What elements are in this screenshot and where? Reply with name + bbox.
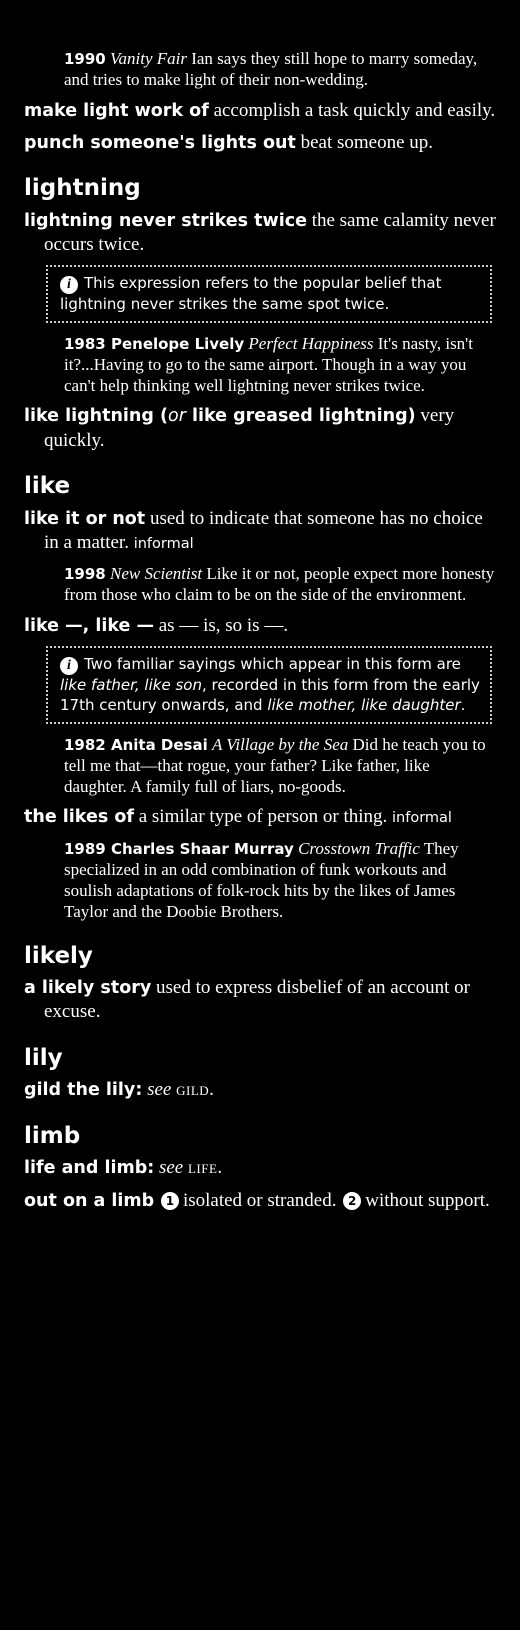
headword-likely: likely [24,942,93,969]
definition: very quickly. [44,405,455,451]
phrase: punch someone's lights out [24,132,296,153]
quote-text: It's nasty, isn't it?...Having to go to the same airport. Though in a way you can't help thinking well lightning never strikes twice. [64,333,473,396]
entry-like-lightning [24,404,496,453]
quotation [64,838,496,923]
register-label: informal [392,810,452,827]
entry-out-on-a-limb [24,1189,496,1213]
definition: as — is, so is —. [158,614,289,636]
definition: the same calamity never occurs twice. [44,209,496,256]
note-text: This expression refers to the popular belief that lightning never strikes the same spot twice. [60,274,442,314]
see-label: see [158,1157,184,1179]
cross-reference[interactable]: life. [187,1157,223,1179]
see-label: see [147,1079,172,1101]
phrase: life and limb [24,1158,148,1179]
definition: beat someone up. [300,131,434,153]
quotation [64,734,496,798]
quote-source: 1990 [64,50,106,68]
note-text: Two familiar sayings which appear in this form are [84,655,461,673]
quote-title: New Scientist [110,564,203,584]
note-example: like mother, like daughter [267,696,461,715]
headword-like: like [24,472,71,499]
headword-limb: limb [24,1122,81,1149]
usage-note [46,646,492,724]
entry-the-likes-of [24,805,496,829]
headword-lightning: lightning [24,175,141,202]
sense-number-2-icon: 2 [343,1192,361,1210]
quote-title: Crosstown Traffic [298,838,420,858]
sense-definition: without support. [365,1189,490,1211]
phrase [24,406,416,426]
cross-reference[interactable]: gild. [176,1079,215,1101]
info-icon: i [60,657,78,675]
quote-text: Did he teach you to tell me that—that rogue, your father? Like father, like daughter. A family full of liars, no-goods. [64,734,486,796]
headword-lily: lily [24,1044,63,1071]
phrase: a likely story [24,978,152,999]
info-icon: i [60,276,78,294]
phrase-part: like lightning ( [24,406,169,427]
note-text: , recorded in this form from the early 17th century onwards, and [60,676,480,715]
phrase: like it or not [24,508,146,529]
quote-title: Vanity Fair [110,49,187,68]
phrase: gild the lily [24,1080,136,1101]
quotation [64,48,496,91]
definition: accomplish a task quickly and easily. [213,99,496,121]
phrase-or: or [168,406,186,427]
quote-text: Like it or not, people expect more honesty from those who claim to be on the side of the environment. [64,564,495,605]
phrase: lightning never strikes twice [24,210,307,231]
entry-lightning-never-strikes-twice [24,209,496,258]
entry-punch-lights-out [24,131,496,155]
quotation [64,563,496,606]
phrase: out on a limb [24,1190,155,1211]
note-text: . [460,696,466,715]
entry-like-like [24,614,496,638]
quotation [64,333,496,397]
definition: used to express disbelief of an account or excuse. [44,977,470,1023]
colon: : [135,1080,143,1101]
phrase: make light work of [24,100,209,121]
definition: used to indicate that someone has no choice in a matter. [44,507,483,553]
entry-like-it-or-not [24,507,496,556]
sense-definition: isolated or stranded. [182,1189,337,1211]
quote-title: Perfect Happiness [248,333,374,353]
quote-source: 1982 Anita Desai [64,735,208,754]
colon: : [147,1158,155,1179]
quote-source: 1998 [64,565,106,584]
quote-text: They specialized in an odd combination of funk workouts and soulish adaptations of folk-rock hits by the likes of James Taylor and the Doobie Brothers. [64,838,459,922]
usage-note [46,265,492,322]
quote-source: 1983 Penelope Lively [64,334,245,353]
phrase: the likes of [24,807,134,828]
entry-make-light-work-of [24,99,496,123]
entry-gild-the-lily [24,1078,496,1102]
entry-a-likely-story [24,976,496,1025]
sense-number-1-icon: 1 [161,1192,179,1210]
quote-text: Ian says they still hope to marry someday, and tries to make light of their non-wedding. [64,49,478,90]
definition: a similar type of person or thing. [138,806,388,828]
entry-life-and-limb [24,1156,496,1180]
phrase-part: like greased lightning) [185,406,416,427]
quote-title: A Village by the Sea [211,734,349,754]
quote-source: 1989 Charles Shaar Murray [64,839,294,858]
register-label: informal [133,535,194,552]
phrase: like —, like — [24,615,154,636]
note-example: like father, like son [60,676,202,694]
